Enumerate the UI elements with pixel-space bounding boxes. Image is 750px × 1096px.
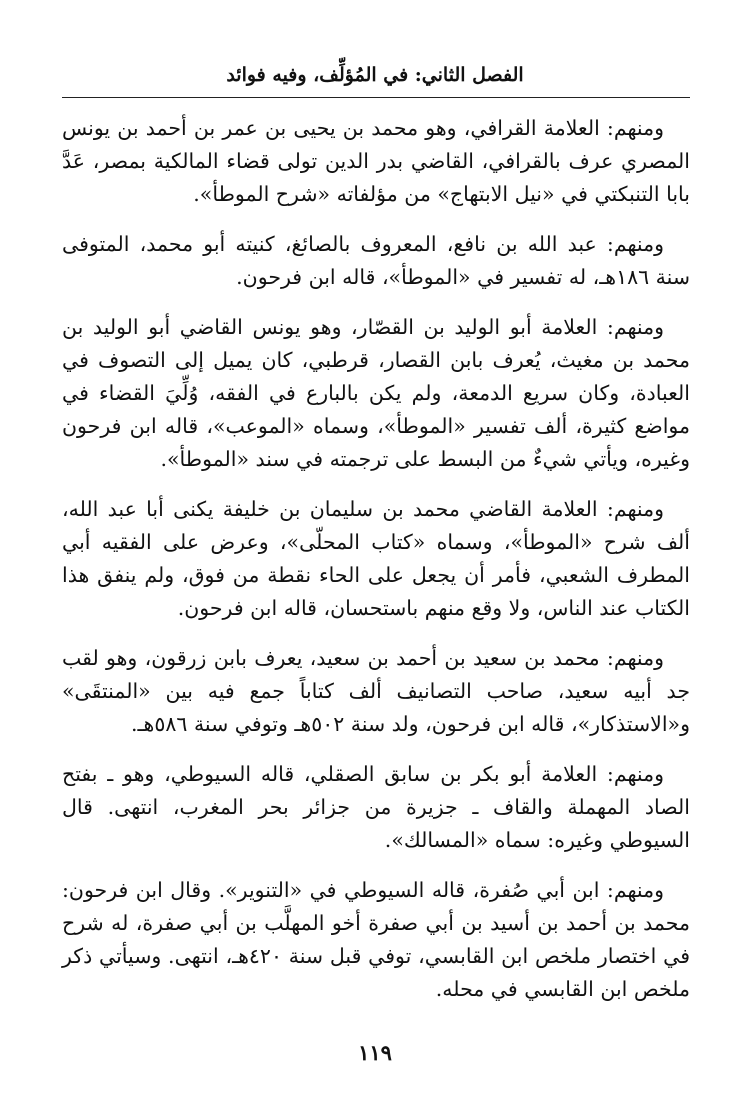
header-divider bbox=[62, 97, 690, 98]
paragraph-ibn-sabiq: ومنهم: العلامة أبو بكر بن سابق الصقلي، قاله السيوطي، وهو ـ بفتح الصاد المهملة والقاف ـ جزيرة من جزائر بحر المغرب، انتهى. قال السيوطي وغيره: سماه «المسالك». bbox=[62, 762, 690, 852]
page-number: ١١٩ bbox=[358, 1040, 392, 1065]
page-body bbox=[62, 112, 690, 1023]
paragraph-ibn-zarqun: ومنهم: محمد بن سعيد بن أحمد بن سعيد، يعرف بابن زرقون، وهو لقب جد أبيه سعيد، صاحب التصانيف ألف كتاباً جمع فيه بين «المنتقَى» و«الاستذكار»، قاله ابن فرحون، ولد سنة ٥٠٢هـ وتوفي سنة ٥٨٦هـ. bbox=[62, 646, 690, 736]
paragraph-ibn-abi-sufra: ومنهم: ابن أبي صُفرة، قاله السيوطي في «التنوير». وقال ابن فرحون: محمد بن أحمد بن أسيد بن أبي صفرة أخو المهلَّب بن أبي صفرة، له شرح في اختصار ملخص ابن القابسي، توفي قبل سنة ٤٢٠هـ، انتهى. وسيأتي ذكر ملخص ابن القابسي في محله. bbox=[62, 878, 690, 1001]
paragraph-al-qarafi: ومنهم: العلامة القرافي، وهو محمد بن يحيى بن عمر بن أحمد بن يونس المصري عرف بالقرافي، القاضي بدر الدين تولى قضاء المالكية بمصر، عَدَّ بابا التنبكتي في «نيل الابتهاج» من مؤلفاته «شرح الموطأ». bbox=[62, 116, 690, 206]
running-header-title: الفصل الثاني: في المُؤلِّف، وفيه فوائد bbox=[226, 64, 524, 86]
paragraph-ibn-khalifa: ومنهم: العلامة القاضي محمد بن سليمان بن خليفة يكنى أبا عبد الله، ألف شرح «الموطأ»، وسماه «كتاب المحلّى»، وعرض على الفقيه أبي المطرف الشعبي، فأمر أن يجعل على الحاء نقطة من فوق، ولم ينفق هذا الكتاب عند الناس، ولا وقع منهم باستحسان، قاله ابن فرحون. bbox=[62, 497, 690, 620]
paragraph-ibn-nafi: ومنهم: عبد الله بن نافع، المعروف بالصائغ، كنيته أبو محمد، المتوفى سنة ١٨٦هـ، له تفسير في «الموطأ»، قاله ابن فرحون. bbox=[62, 232, 690, 289]
paragraph-ibn-al-qassar: ومنهم: العلامة أبو الوليد بن القصّار، وهو يونس القاضي أبو الوليد بن محمد بن مغيث، يُعرف بابن القصار، قرطبي، كان يميل إلى التصوف في العبادة، وكان سريع الدمعة، ولم يكن بالبارع في الفقه، وُلِّيَ القضاء في مواضع كثيرة، ألف تفسير «الموطأ»، وسماه «الموعب»، قاله ابن فرحون وغيره، ويأتي شيءٌ من البسط على ترجمته في سند «الموطأ». bbox=[62, 315, 690, 471]
